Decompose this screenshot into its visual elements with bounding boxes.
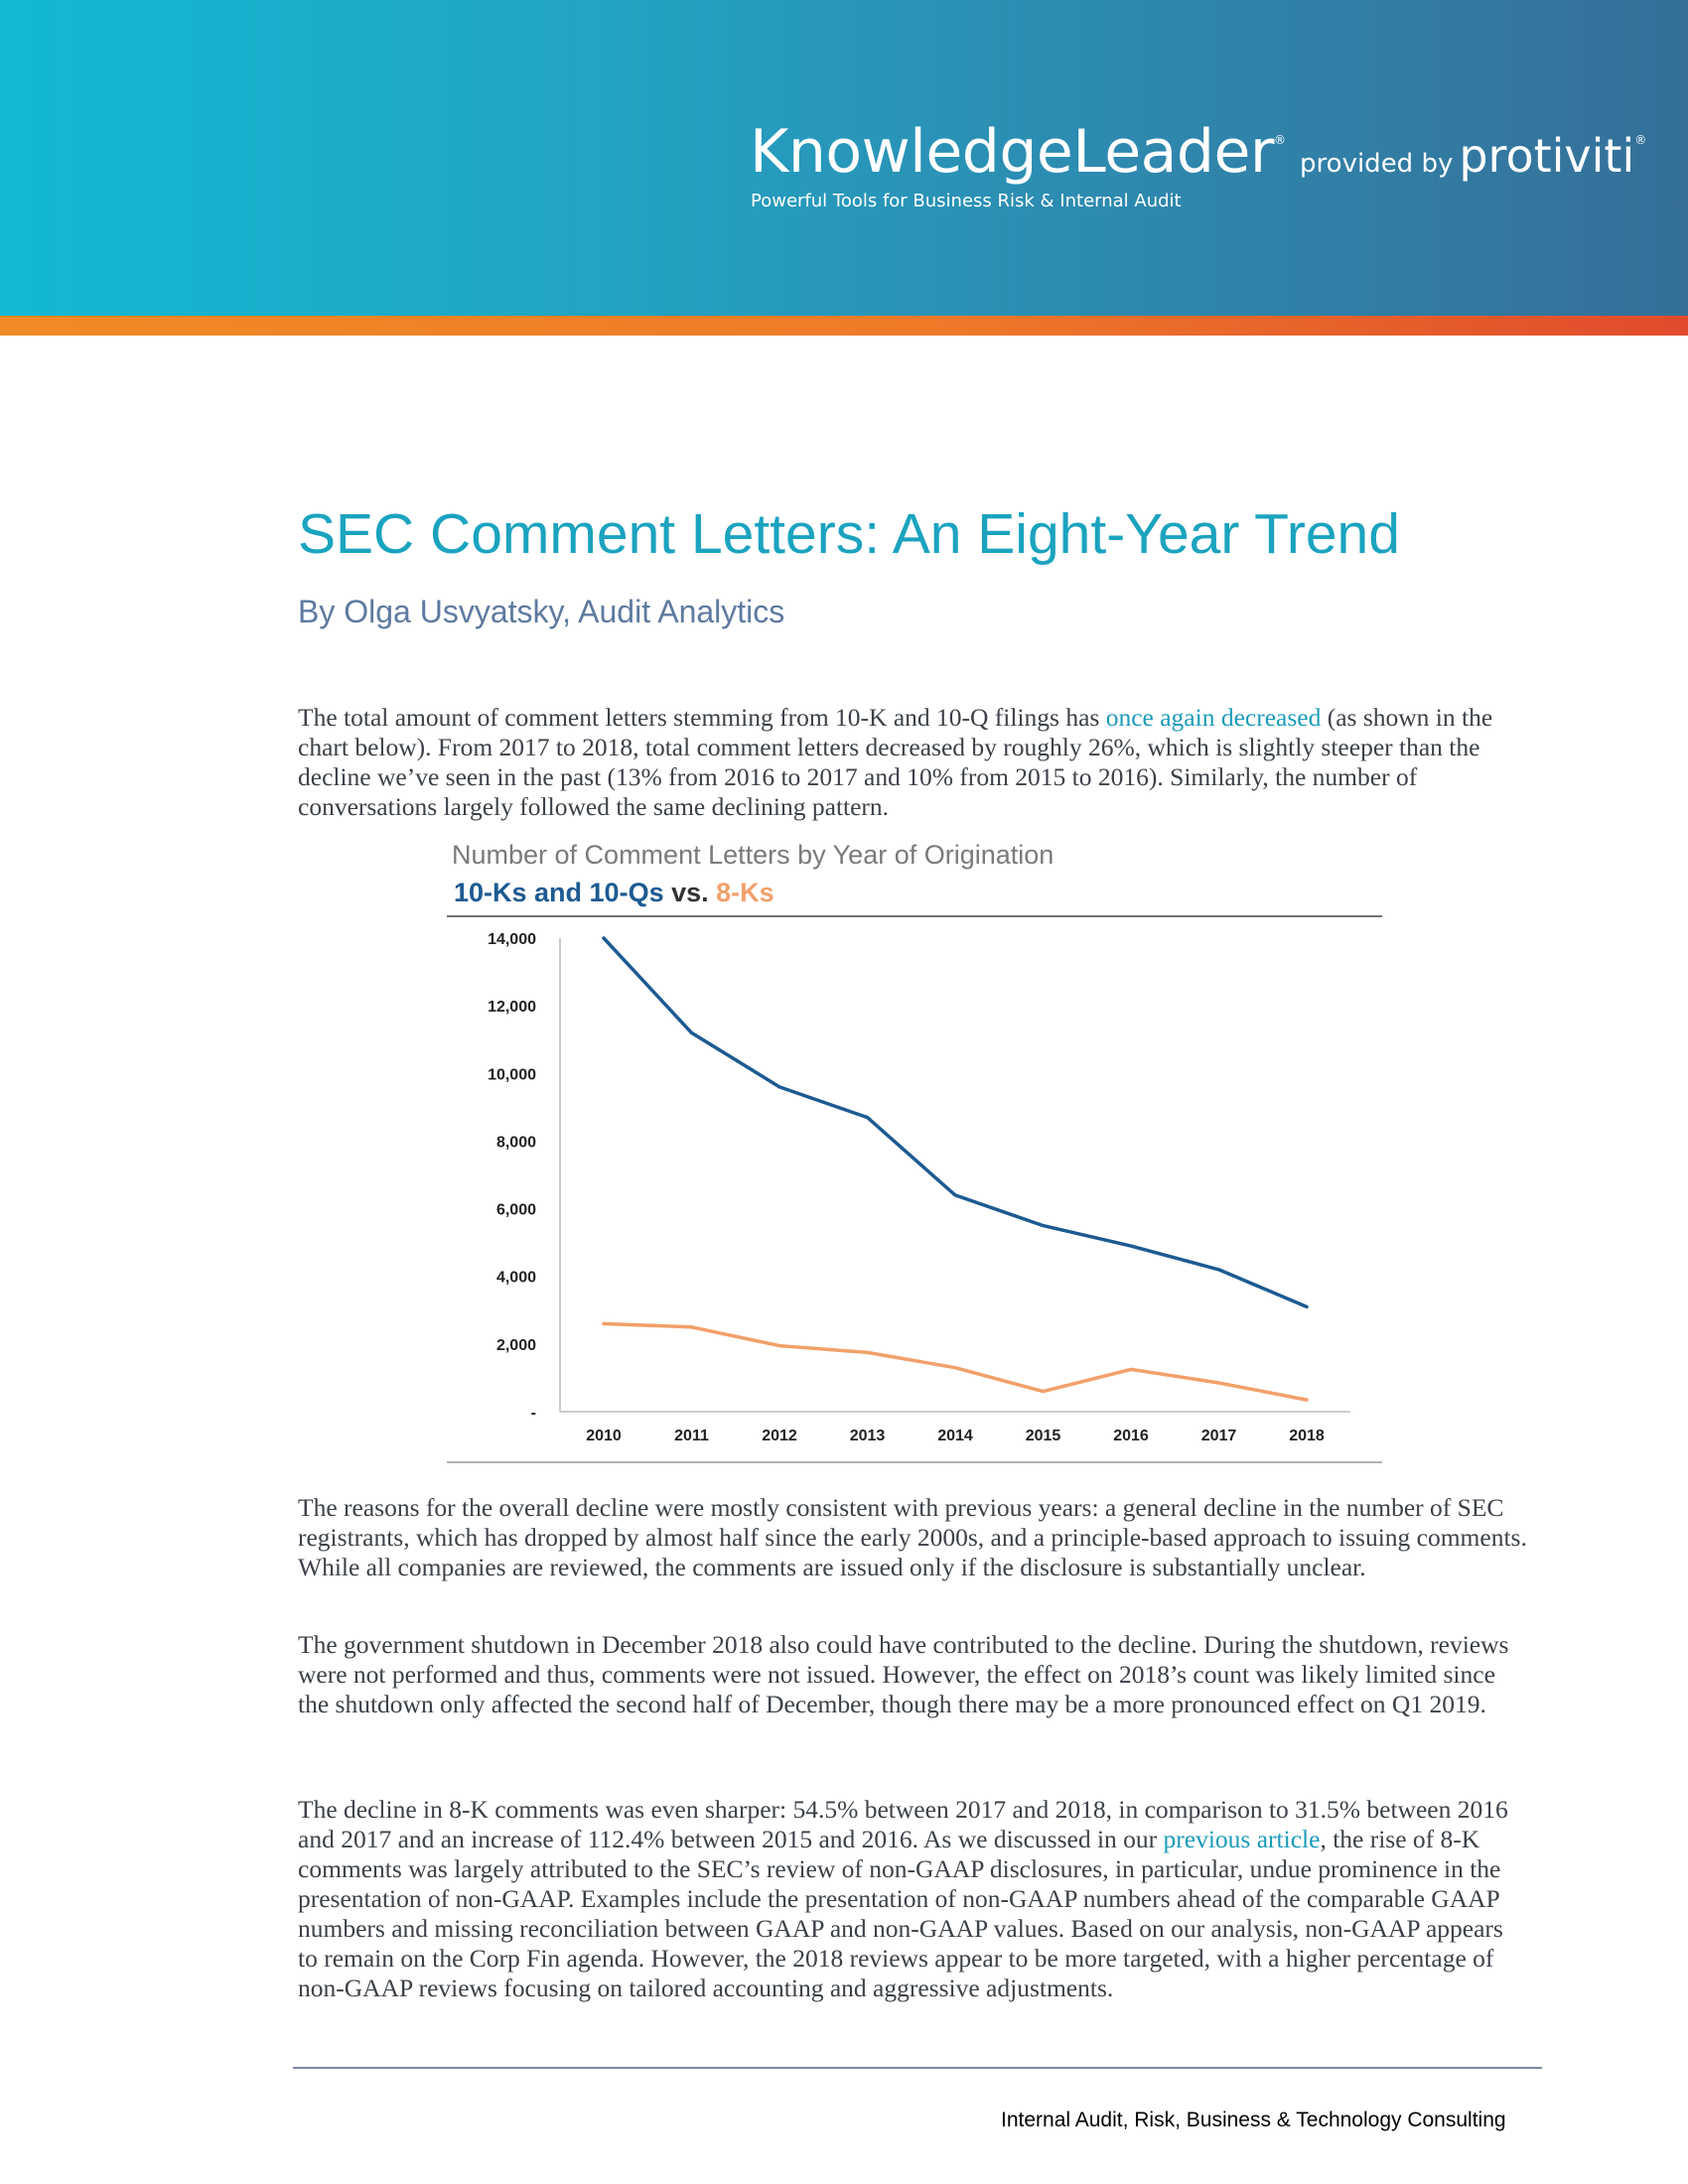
x-tick-label: 2017: [1200, 1428, 1237, 1444]
y-tick-label: -: [530, 1405, 536, 1422]
paragraph-2: The reasons for the overall decline were mostly consistent with previous years: a general decline in the number of SEC registrants, which has dropped by almost half since the early 2000s, and a principle-based approach to issuing comments. While all companies are reviewed, the comments are issued only if the disclosure is substantially unclear.: [298, 1493, 1527, 1581]
subtitle-series-2: 8-Ks: [716, 878, 774, 907]
footer-text: Internal Audit, Risk, Business & Technology Consulting: [1001, 2109, 1506, 2131]
y-tick-label: 8,000: [495, 1134, 536, 1152]
y-tick-label: 10,000: [488, 1066, 536, 1084]
y-tick-label: 6,000: [495, 1201, 536, 1219]
provided-by-label: provided by: [1300, 149, 1454, 179]
once-again-decreased-link[interactable]: once again decreased: [1105, 703, 1322, 732]
partner-logo: protiviti: [1459, 129, 1635, 183]
y-tick-label: 12,000: [488, 999, 536, 1017]
x-tick-label: 2012: [762, 1428, 797, 1444]
footer-divider: [293, 2067, 1542, 2069]
paragraph-3: The government shutdown in December 2018 also could have contributed to the decline. During the shutdown, reviews were not performed and thus, comments were not issued. However, the effect on 2018’s count was likely limited since the shutdown only affected the second half of December, though there may be a more pronounced effect on Q1 2019.: [298, 1630, 1509, 1718]
line-chart: [447, 913, 1390, 1471]
x-tick-label: 2015: [1025, 1428, 1061, 1444]
header-accent-stripe: [0, 316, 1688, 336]
paragraph-1: [298, 703, 1529, 822]
paragraph-1-text-start: The total amount of comment letters stemming from 10-K and 10-Q filings has: [298, 703, 1106, 732]
paragraph-4-text-end: , the rise of 8-K comments was largely attributed to the SEC’s review of non-GAAP disclosures, in particular, undue prominence in the presentation of non-GAAP. Examples include the presentation of non-GAAP numbers ahead of the comparable GAAP numbers and missing reconciliation between GAAP and non-GAAP values. Based on our analysis, non-GAAP appears to remain on the Corp Fin agenda. However, the 2018 reviews appear to be more targeted, with a higher percentage of non-GAAP reviews focusing on tailored accounting and aggressive adjustments.: [298, 1825, 1503, 2002]
x-tick-label: 2014: [937, 1428, 973, 1444]
chart-subtitle: [454, 878, 774, 908]
y-tick-label: 4,000: [495, 1269, 536, 1287]
x-tick-label: 2010: [586, 1428, 622, 1444]
subtitle-series-1: 10-Ks and 10-Qs: [454, 878, 664, 907]
series-line-2: [604, 1323, 1307, 1400]
article-byline: By Olga Usvyatsky, Audit Analytics: [298, 594, 785, 629]
chart-title: Number of Comment Letters by Year of Origination: [452, 840, 1055, 870]
x-tick-label: 2011: [674, 1428, 709, 1444]
paragraph-4-text-start: The decline in 8-K comments was even sharper: 54.5% between 2017 and 2018, in comparison to 31.5% between 2016 and 2017 and an increase of 112.4% between 2015 and 2016. As we discussed in our: [298, 1795, 1508, 1853]
paragraph-4: [298, 1795, 1529, 2003]
subtitle-vs: vs.: [663, 878, 717, 907]
partner-registered-mark: ®: [1634, 133, 1647, 147]
x-tick-label: 2013: [849, 1428, 886, 1444]
brand-logo: [750, 117, 1646, 187]
brand-name: KnowledgeLeader: [750, 117, 1275, 187]
article-title: SEC Comment Letters: An Eight-Year Trend: [298, 502, 1400, 566]
series-lines: [604, 938, 1307, 1400]
x-tick-label: 2018: [1289, 1428, 1325, 1444]
series-line-1: [604, 938, 1307, 1306]
brand-tagline: Powerful Tools for Business Risk & Internal Audit: [751, 191, 1182, 211]
y-tick-label: 14,000: [488, 931, 536, 948]
previous-article-link[interactable]: previous article: [1163, 1825, 1321, 1853]
y-tick-label: 2,000: [495, 1336, 536, 1354]
x-axis-ticks: [586, 1428, 1325, 1444]
brand-registered-mark: ®: [1274, 133, 1287, 147]
x-tick-label: 2016: [1113, 1428, 1149, 1444]
y-axis-ticks: [488, 931, 536, 1422]
paragraph-1-text-end: (as shown in the chart below). From 2017 to 2018, total comment letters decreased by roughly 26%, which is slightly steeper than the decline we’ve seen in the past (13% from 2016 to 2017 and 10% from 2015 to 2016). Similarly, the number of conversations largely followed the same declining pattern.: [298, 703, 1493, 821]
